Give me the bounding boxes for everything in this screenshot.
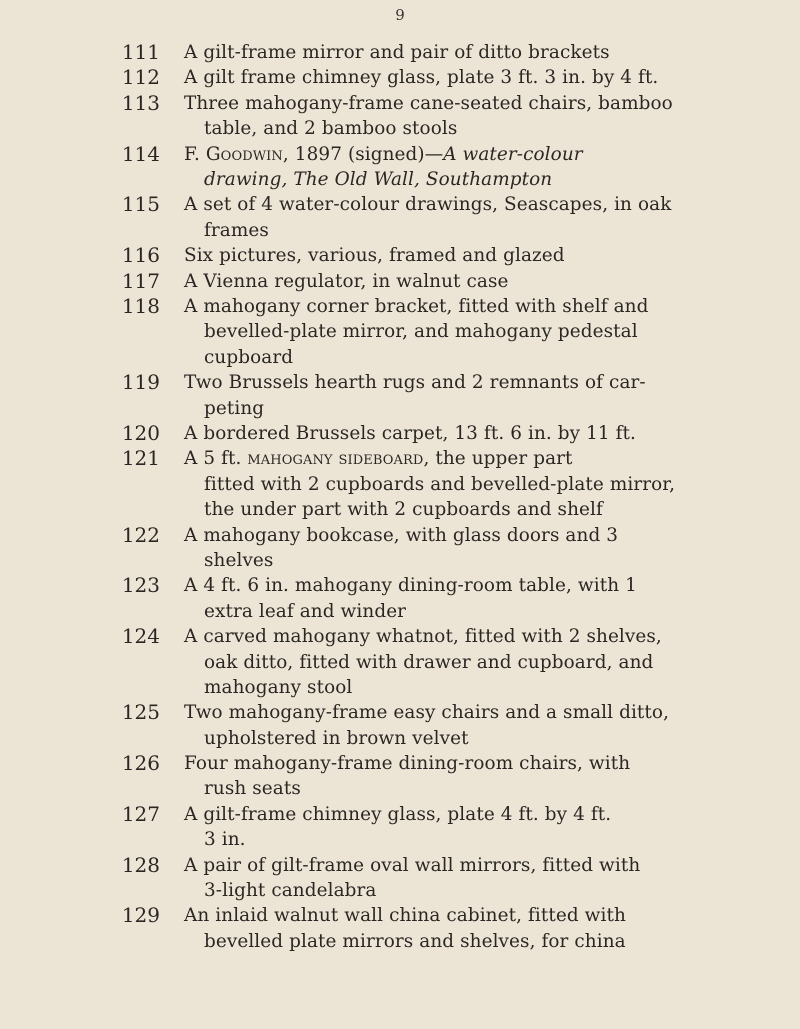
lot-description-line xyxy=(204,878,376,903)
description-text: Six pictures, various, framed and glazed xyxy=(184,245,565,267)
lot-description-line xyxy=(184,91,673,116)
lot-description-line xyxy=(184,192,671,217)
lot-description-line xyxy=(184,751,630,776)
lot-number: 121 xyxy=(121,446,160,471)
lot-entry xyxy=(0,40,800,65)
lot-entry xyxy=(0,421,800,446)
description-text: A mahogany bookcase, with glass doors and 3 xyxy=(184,524,619,546)
description-text: drawing, The Old Wall, Southampton xyxy=(204,168,553,190)
description-text: Two mahogany-frame easy chairs and a small ditto, xyxy=(184,702,670,724)
lot-entry xyxy=(0,269,800,294)
description-text: An inlaid walnut wall china cabinet, fitted with xyxy=(184,905,626,927)
description-text: extra leaf and winder xyxy=(204,600,407,622)
lot-description-line xyxy=(184,700,669,725)
lot-description-line xyxy=(204,675,352,700)
description-text: Goodwin xyxy=(205,143,283,165)
lot-number: 122 xyxy=(121,522,160,547)
lot-description-line xyxy=(184,903,626,928)
description-text: A gilt frame chimney glass, plate 3 ft. 3 in. by 4 ft. xyxy=(184,67,659,89)
lot-description-line xyxy=(184,65,658,90)
lot-entry xyxy=(0,573,800,624)
lot-number: 116 xyxy=(121,243,160,268)
lot-entry xyxy=(0,903,800,954)
lot-description-line xyxy=(204,776,301,801)
lot-number: 127 xyxy=(121,801,160,826)
lot-description-line xyxy=(184,853,640,878)
description-text: A gilt-frame mirror and pair of ditto brackets xyxy=(184,42,610,63)
lot-description-line xyxy=(204,497,603,522)
description-text: , 1897 (signed)— xyxy=(282,143,444,165)
description-text: cupboard xyxy=(204,346,294,368)
description-text: A mahogany corner bracket, fitted with shelf and xyxy=(184,295,649,317)
lot-number: 119 xyxy=(121,370,160,395)
description-text: mahogany sideboard xyxy=(247,448,424,470)
lot-description-line xyxy=(204,396,264,421)
lot-number: 120 xyxy=(121,420,160,445)
lot-description-line xyxy=(204,929,626,954)
lot-number: 113 xyxy=(121,90,160,115)
description-text: A bordered Brussels carpet, 13 ft. 6 in. by 11 ft. xyxy=(184,422,636,444)
description-text: table, and 2 bamboo stools xyxy=(204,118,458,140)
lot-entry xyxy=(0,142,800,193)
description-text: mahogany stool xyxy=(204,676,353,698)
lot-entry xyxy=(0,370,800,421)
description-text: peting xyxy=(204,397,265,419)
lot-entry xyxy=(0,523,800,574)
description-text: A Vienna regulator, in walnut case xyxy=(184,270,509,292)
lot-number: 114 xyxy=(121,141,160,166)
description-text: upholstered in brown velvet xyxy=(204,727,469,749)
lot-description-line xyxy=(184,269,508,294)
page-number: 9 xyxy=(395,6,405,24)
description-text: A pair of gilt-frame oval wall mirrors, fitted with xyxy=(184,854,641,876)
lot-description-line xyxy=(204,650,653,675)
lot-description-line xyxy=(184,523,618,548)
description-text: Three mahogany-frame cane-seated chairs, bamboo xyxy=(184,92,673,114)
lot-description-line xyxy=(204,116,457,141)
description-text: fitted with 2 cupboards and bevelled-plate mirror, xyxy=(204,473,676,495)
description-text: 3-light candelabra xyxy=(204,880,377,902)
description-text: the under part with 2 cupboards and shelf xyxy=(204,499,603,521)
description-text: oak ditto, fitted with drawer and cupboard, and xyxy=(204,651,654,673)
lot-description-line xyxy=(204,218,269,243)
lot-number: 125 xyxy=(121,700,160,725)
description-text: A gilt-frame chimney glass, plate 4 ft. by 4 ft. xyxy=(184,803,612,825)
lot-description-line xyxy=(184,802,611,827)
description-text: A 5 ft. xyxy=(184,448,248,470)
lot-entry xyxy=(0,751,800,802)
lot-entry xyxy=(0,446,800,522)
lot-number: 124 xyxy=(121,624,160,649)
lot-description-line xyxy=(184,40,610,65)
lot-number: 115 xyxy=(121,192,160,217)
description-text: A 4 ft. 6 in. mahogany dining-room table, with 1 xyxy=(184,575,637,597)
description-text: frames xyxy=(204,219,269,241)
lot-entry xyxy=(0,624,800,700)
description-text: Four mahogany-frame dining-room chairs, with xyxy=(184,753,631,775)
lot-description-line xyxy=(204,345,293,370)
lot-description-line xyxy=(204,167,552,192)
lot-entry xyxy=(0,700,800,751)
lot-description-line xyxy=(204,827,246,852)
description-text: Two Brussels hearth rugs and 2 remnants of car- xyxy=(184,372,646,394)
lot-description-line xyxy=(184,421,636,446)
description-text: F. xyxy=(184,143,206,165)
lot-number: 129 xyxy=(121,903,160,928)
description-text: , the upper part xyxy=(423,448,573,470)
lot-list xyxy=(0,40,800,954)
lot-entry xyxy=(0,192,800,243)
lot-description-line xyxy=(184,446,573,471)
lot-description-line xyxy=(184,573,637,598)
description-text: A set of 4 water-colour drawings, Seascapes, in oak xyxy=(184,194,672,216)
lot-description-line xyxy=(204,726,469,751)
lot-number: 111 xyxy=(121,40,160,64)
lot-number: 126 xyxy=(121,751,160,776)
description-text: A carved mahogany whatnot, fitted with 2 shelves, xyxy=(184,626,662,648)
lot-number: 128 xyxy=(121,852,160,877)
description-text: A water-colour xyxy=(443,143,583,165)
lot-entry xyxy=(0,853,800,904)
description-text: bevelled plate mirrors and shelves, for china xyxy=(204,930,626,952)
lot-entry xyxy=(0,294,800,370)
lot-description-line xyxy=(184,142,583,167)
lot-number: 117 xyxy=(121,268,160,293)
lot-description-line xyxy=(184,370,646,395)
lot-description-line xyxy=(184,624,662,649)
lot-description-line xyxy=(184,243,565,268)
lot-description-line xyxy=(184,294,649,319)
description-text: rush seats xyxy=(204,778,301,800)
lot-description-line xyxy=(204,319,638,344)
lot-entry xyxy=(0,65,800,90)
lot-number: 118 xyxy=(121,293,160,318)
lot-description-line xyxy=(204,599,406,624)
lot-description-line xyxy=(204,548,273,573)
description-text: shelves xyxy=(204,549,274,571)
description-text: bevelled-plate mirror, and mahogany pedestal xyxy=(204,321,638,343)
lot-entry xyxy=(0,91,800,142)
lot-entry xyxy=(0,802,800,853)
lot-description-line xyxy=(204,472,675,497)
description-text: 3 in. xyxy=(204,829,246,851)
lot-number: 123 xyxy=(121,573,160,598)
lot-number: 112 xyxy=(121,65,160,90)
lot-entry xyxy=(0,243,800,268)
